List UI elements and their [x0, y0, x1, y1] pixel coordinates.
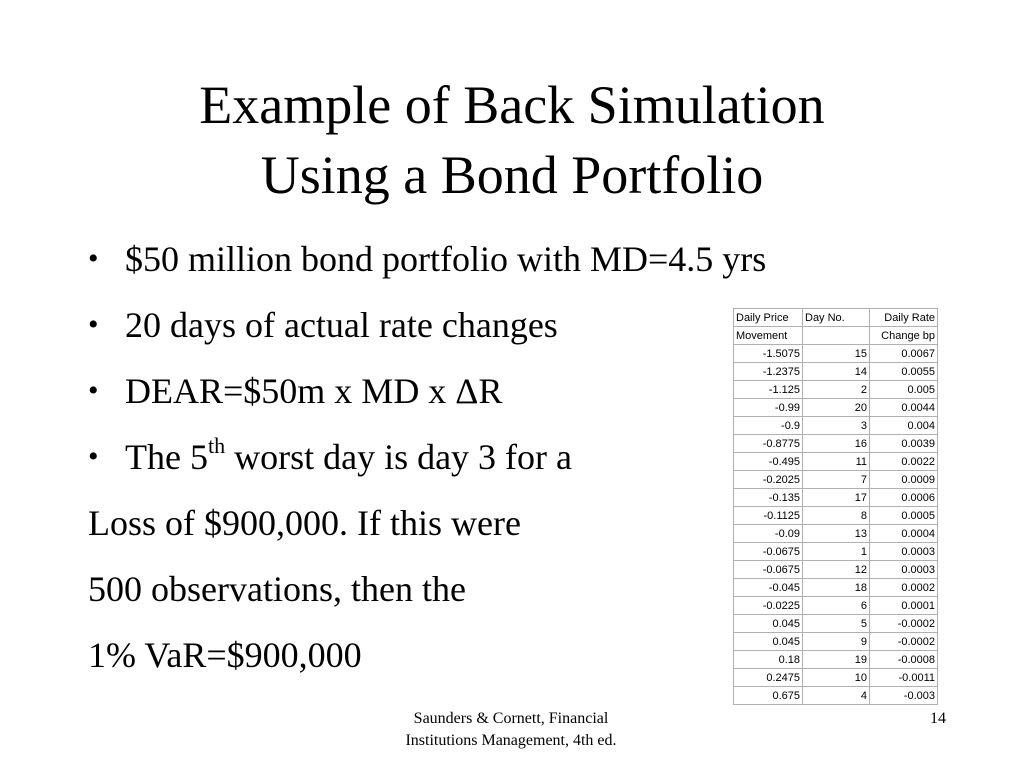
table-cell: -0.99: [734, 399, 803, 417]
table-cell: 0.0039: [870, 435, 938, 453]
table-cell: 19: [803, 651, 870, 669]
table-cell: -0.8775: [734, 435, 803, 453]
table-row: [734, 633, 938, 651]
table-cell: -1.125: [734, 381, 803, 399]
table-header-cell: [803, 327, 870, 345]
title-line-1: Example of Back Simulation: [199, 75, 825, 135]
table-row: [734, 435, 938, 453]
table-row: [734, 579, 938, 597]
table-cell: 10: [803, 669, 870, 687]
table-cell: 3: [803, 417, 870, 435]
bullet-dot-icon: •: [88, 440, 99, 473]
title-line-2: Using a Bond Portfolio: [260, 145, 764, 205]
table-cell: 0.045: [734, 615, 803, 633]
table-cell: 11: [803, 453, 870, 471]
table-header-cell: Change bp: [870, 327, 938, 345]
table-row: [734, 345, 938, 363]
table-cell: 0.0067: [870, 345, 938, 363]
table-row: [734, 687, 938, 705]
table-cell: -0.0011: [870, 669, 938, 687]
table-cell: 0.0022: [870, 453, 938, 471]
table-cell: -1.5075: [734, 345, 803, 363]
table-cell: -0.09: [734, 525, 803, 543]
table-cell: 16: [803, 435, 870, 453]
table-cell: -0.2025: [734, 471, 803, 489]
table-header-cell: Movement: [734, 327, 803, 345]
bullet-text: $50 million bond portfolio with MD=4.5 yrs: [125, 239, 767, 279]
table-row: [734, 597, 938, 615]
table-header-cell: Daily Price: [734, 309, 803, 327]
slide-title: [0, 70, 1024, 210]
table-header-cell: Daily Rate: [870, 309, 938, 327]
table-cell: 0.045: [734, 633, 803, 651]
table-row: [734, 363, 938, 381]
table-row: [734, 561, 938, 579]
table-cell: 0.004: [870, 417, 938, 435]
text-line: 1% VaR=$900,000: [88, 635, 362, 675]
table-cell: 7: [803, 471, 870, 489]
table-cell: 0.0004: [870, 525, 938, 543]
bullet-text-before: The 5: [125, 437, 208, 477]
table-cell: -0.0675: [734, 543, 803, 561]
bullet-item: [88, 236, 968, 302]
table-cell: 9: [803, 633, 870, 651]
table-cell: -0.1125: [734, 507, 803, 525]
table-cell: -0.0225: [734, 597, 803, 615]
table-body: [734, 309, 938, 705]
table-row: [734, 471, 938, 489]
table-header-row: [734, 309, 938, 327]
table-cell: 0.0005: [870, 507, 938, 525]
table-row: [734, 507, 938, 525]
bullet-dot-icon: •: [88, 242, 99, 275]
table-cell: 4: [803, 687, 870, 705]
table-cell: 14: [803, 363, 870, 381]
table-cell: 0.005: [870, 381, 938, 399]
table-cell: -0.045: [734, 579, 803, 597]
table-cell: 0.0055: [870, 363, 938, 381]
table-cell: -0.9: [734, 417, 803, 435]
footer-citation: [361, 708, 661, 752]
bullet-dot-icon: •: [88, 374, 99, 407]
table-row: [734, 669, 938, 687]
bullet-text: 20 days of actual rate changes: [125, 305, 558, 345]
footer-line-2: Institutions Management, 4th ed.: [405, 732, 617, 749]
table-cell: 1: [803, 543, 870, 561]
table-cell: 5: [803, 615, 870, 633]
table-cell: 0.0044: [870, 399, 938, 417]
table-cell: 12: [803, 561, 870, 579]
table-cell: 2: [803, 381, 870, 399]
bullet-text: DEAR=$50m x MD x ΔR: [125, 371, 503, 411]
table-header-row: [734, 327, 938, 345]
table-row: [734, 417, 938, 435]
text-line: Loss of $900,000. If this were: [88, 503, 521, 543]
bullet-text-superscript: th: [207, 433, 226, 458]
table-cell: -0.135: [734, 489, 803, 507]
footer-line-1: Saunders & Cornett, Financial: [413, 710, 609, 727]
table-cell: -0.0002: [870, 615, 938, 633]
table-header-cell: Day No.: [803, 309, 870, 327]
table-cell: 0.0001: [870, 597, 938, 615]
table-row: [734, 615, 938, 633]
table-cell: 0.675: [734, 687, 803, 705]
table-row: [734, 381, 938, 399]
table-cell: -1.2375: [734, 363, 803, 381]
rate-change-table: [733, 308, 938, 705]
table-cell: 18: [803, 579, 870, 597]
table-cell: -0.0002: [870, 633, 938, 651]
table-cell: -0.495: [734, 453, 803, 471]
table-cell: 0.0009: [870, 471, 938, 489]
page-number: 14: [930, 710, 946, 727]
table-row: [734, 651, 938, 669]
table-row: [734, 525, 938, 543]
table-cell: 20: [803, 399, 870, 417]
bullet-dot-icon: •: [88, 308, 99, 341]
bullet-text-after: worst day is day 3 for a: [225, 437, 573, 477]
table-cell: 0.0002: [870, 579, 938, 597]
table-cell: 0.0003: [870, 561, 938, 579]
table-cell: 13: [803, 525, 870, 543]
table-cell: -0.0675: [734, 561, 803, 579]
table-row: [734, 489, 938, 507]
table-cell: 17: [803, 489, 870, 507]
table-cell: -0.003: [870, 687, 938, 705]
table-cell: 15: [803, 345, 870, 363]
text-line: 500 observations, then the: [88, 569, 466, 609]
table-cell: 0.0003: [870, 543, 938, 561]
table-row: [734, 543, 938, 561]
table-row: [734, 399, 938, 417]
table-cell: 0.18: [734, 651, 803, 669]
table-row: [734, 453, 938, 471]
table-cell: 8: [803, 507, 870, 525]
table-cell: 0.0006: [870, 489, 938, 507]
table-cell: 0.2475: [734, 669, 803, 687]
table-cell: -0.0008: [870, 651, 938, 669]
table-cell: 6: [803, 597, 870, 615]
